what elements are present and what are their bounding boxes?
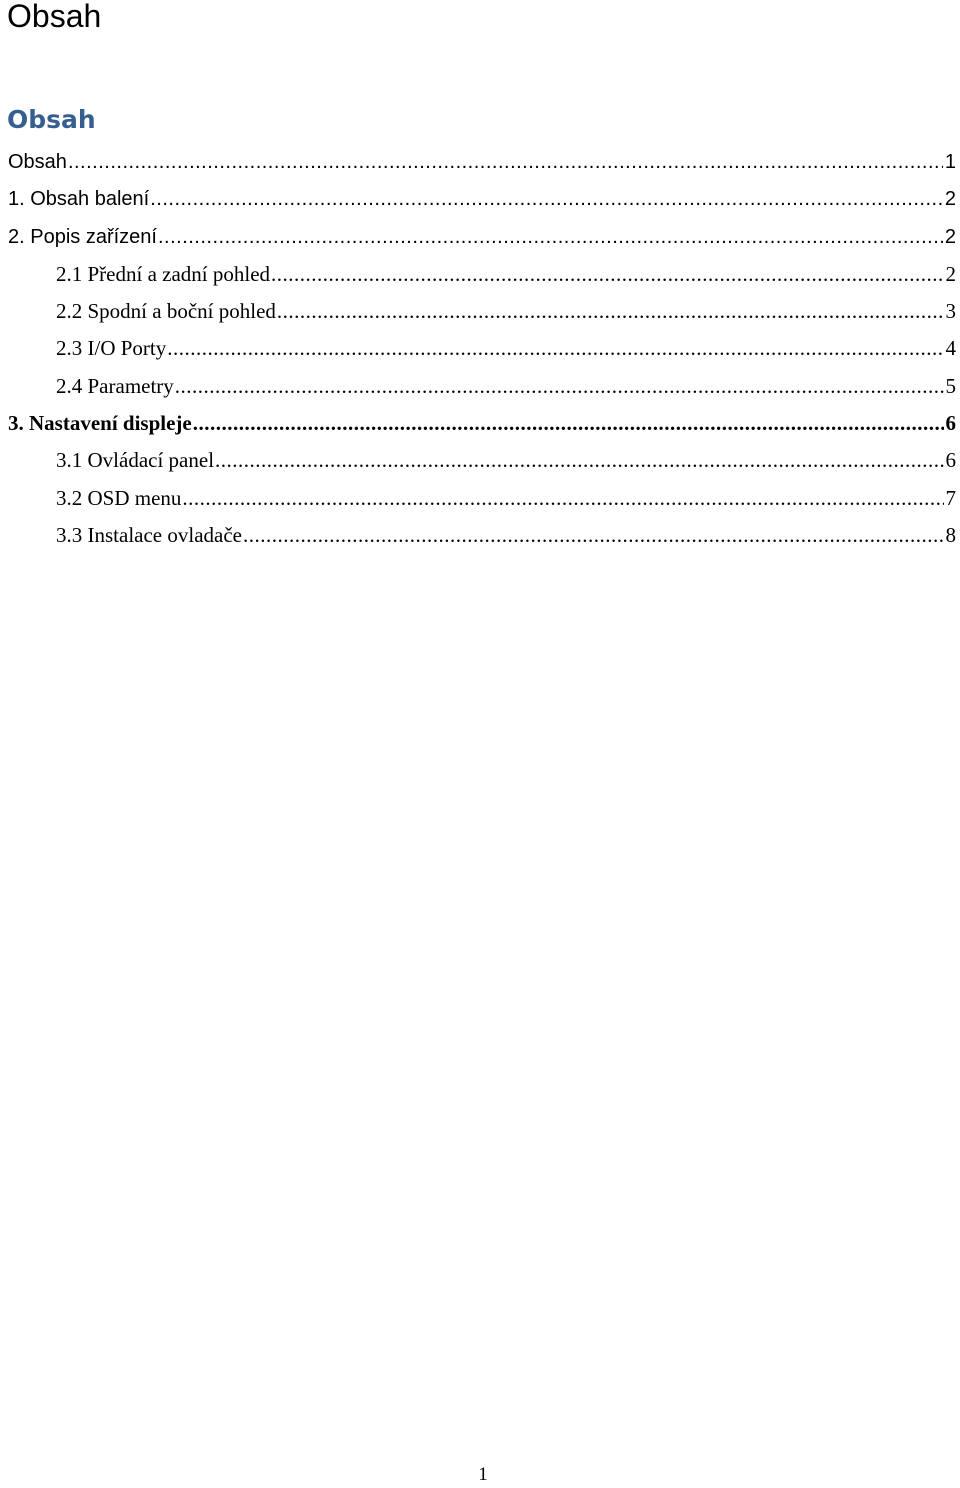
toc-entry-label: 2.1 Přední a zadní pohled [56, 261, 271, 286]
toc-entry-label: 3.3 Instalace ovladače [56, 522, 242, 547]
toc-entry-nastaveni-displeje[interactable] [0, 405, 960, 442]
toc-entry-popis-zarizeni[interactable] [0, 219, 960, 256]
table-of-contents [0, 144, 960, 554]
page-number: 1 [478, 1464, 488, 1485]
toc-entry-page: 3 [945, 299, 956, 324]
toc-entry-page: 6 [945, 411, 956, 436]
toc-entry-label: 2.2 Spodní a boční pohled [56, 299, 276, 324]
toc-entry-label: Obsah [8, 151, 67, 173]
toc-entry-page: 1 [944, 151, 956, 173]
toc-title: Obsah [7, 105, 96, 134]
toc-entry-page: 5 [945, 373, 956, 398]
toc-dot-leader [277, 293, 944, 330]
toc-entry-predni-zadni-pohled[interactable] [0, 256, 960, 293]
toc-dot-leader [215, 442, 943, 479]
toc-entry-label: 3.1 Ovládací panel [56, 448, 215, 473]
toc-entry-label: 1. Obsah balení [8, 188, 150, 211]
toc-entry-osd-menu[interactable] [0, 480, 960, 517]
toc-entry-obsah-baleni[interactable] [0, 181, 960, 218]
toc-entry-label: 3.2 OSD menu [56, 485, 182, 510]
toc-dot-leader [167, 330, 943, 367]
toc-dot-leader [193, 405, 944, 442]
toc-entry-page: 7 [945, 485, 956, 510]
toc-entry-label: 2.4 Parametry [56, 373, 174, 398]
toc-dot-leader [271, 256, 943, 293]
toc-entry-parametry[interactable] [0, 368, 960, 405]
toc-entry-spodni-bocni-pohled[interactable] [0, 293, 960, 330]
toc-dot-leader [243, 517, 944, 554]
toc-entry-page: 2 [944, 225, 956, 248]
toc-entry-label: 2. Popis zařízení [8, 225, 157, 248]
toc-dot-leader [182, 480, 943, 517]
toc-entry-page: 4 [945, 336, 956, 361]
toc-entry-obsah[interactable] [0, 144, 960, 181]
toc-entry-label: 3. Nastavení displeje [8, 411, 192, 436]
toc-entry-page: 6 [945, 448, 956, 473]
toc-dot-leader [150, 181, 943, 218]
document-heading: Obsah [7, 0, 102, 34]
toc-entry-io-porty[interactable] [0, 330, 960, 367]
toc-entry-label: 2.3 I/O Porty [56, 336, 167, 361]
toc-dot-leader [68, 144, 943, 181]
toc-entry-page: 8 [945, 522, 956, 547]
toc-dot-leader [158, 219, 943, 256]
toc-entry-page: 2 [945, 261, 956, 286]
toc-entry-ovladaci-panel[interactable] [0, 442, 960, 479]
toc-entry-page: 2 [944, 188, 956, 211]
toc-dot-leader [175, 368, 944, 405]
toc-entry-instalace-ovladace[interactable] [0, 517, 960, 554]
